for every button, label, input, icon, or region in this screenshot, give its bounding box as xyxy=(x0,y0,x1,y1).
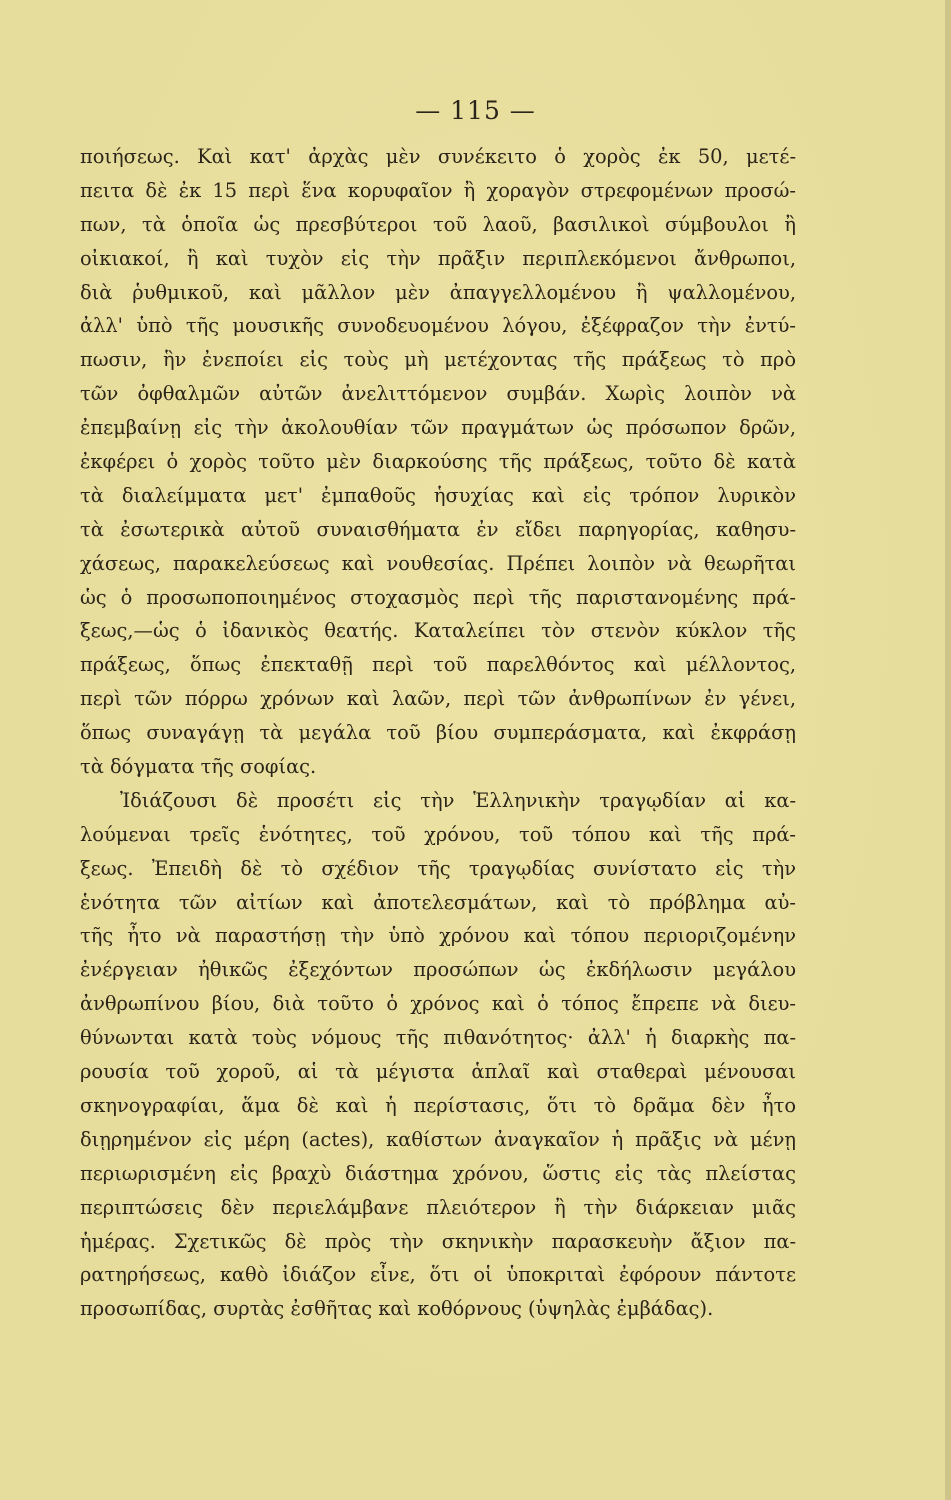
text-line: ἐκφέρει ὁ χορὸς τοῦτο μὲν διαρκούσης τῆς πράξεως, τοῦτο δὲ κατὰ xyxy=(80,450,796,474)
text-line: ὡς ὁ προσωποποιημένος στοχασμὸς περὶ τῆς παριστανομένης πρά- xyxy=(80,585,796,609)
text-line: ὅπως συναγάγῃ τὰ μεγάλα τοῦ βίου συμπεράσματα, καὶ ἐκφράσῃ xyxy=(80,721,796,745)
text-line: χάσεως, παρακελεύσεως καὶ νουθεσίας. Πρέπει λοιπὸν νὰ θεωρῆται xyxy=(80,551,796,575)
page-edge xyxy=(945,0,951,1500)
text-line: τὰ διαλείμματα μετ' ἐμπαθοῦς ἡσυχίας καὶ εἰς τρόπον λυρικὸν xyxy=(80,483,796,507)
text-line: περὶ τῶν πόρρω χρόνων καὶ λαῶν, περὶ τῶν ἀνθρωπίνων ἐν γένει, xyxy=(80,687,796,711)
body-text xyxy=(80,140,796,1326)
text-line: περιπτώσεις δὲν περιελάμβανε πλειότερον ἢ τὴν διάρκειαν μιᾶς xyxy=(80,1195,796,1219)
text-line: ἡμέρας. Σχετικῶς δὲ πρὸς τὴν σκηνικὴν παρασκευὴν ἄξιον πα- xyxy=(80,1229,796,1253)
text-line: ἑνότητα τῶν αἰτίων καὶ ἀποτελεσμάτων, καὶ τὸ πρόβλημα αὐ- xyxy=(80,890,796,914)
text-line: θύνωνται κατὰ τοὺς νόμους τῆς πιθανότητος· ἀλλ' ἡ διαρκὴς πα- xyxy=(80,1026,796,1050)
text-line: ἀλλ' ὑπὸ τῆς μουσικῆς συνοδευομένου λόγου, ἐξέφραζον τὴν ἐντύ- xyxy=(80,314,796,338)
text-line: τὰ δόγματα τῆς σοφίας. xyxy=(80,755,317,779)
text-line: πειτα δὲ ἐκ 15 περὶ ἕνα κορυφαῖον ἢ χοραγὸν στρεφομένων προσώ- xyxy=(80,178,796,202)
text-line: ρουσία τοῦ χοροῦ, αἱ τὰ μέγιστα ἁπλαῖ καὶ σταθεραὶ μένουσαι xyxy=(80,1060,796,1084)
text-line: τὰ ἐσωτερικὰ αὐτοῦ συναισθήματα ἐν εἴδει παρηγορίας, καθησυ- xyxy=(80,517,796,541)
text-line: ρατηρήσεως, καθὸ ἰδιάζον εἶνε, ὅτι οἱ ὑποκριταὶ ἐφόρουν πάντοτε xyxy=(80,1263,796,1287)
text-line: ἐνέργειαν ἠθικῶς ἐξεχόντων προσώπων ὡς ἐκδήλωσιν μεγάλου xyxy=(80,958,796,982)
text-line: πράξεως, ὅπως ἐπεκταθῇ περὶ τοῦ παρελθόντος καὶ μέλλοντος, xyxy=(80,653,796,677)
text-line: διὰ ῥυθμικοῦ, καὶ μᾶλλον μὲν ἀπαγγελλομένου ἢ ψαλλομένου, xyxy=(80,280,796,304)
text-line: λούμεναι τρεῖς ἑνότητες, τοῦ χρόνου, τοῦ τόπου καὶ τῆς πρά- xyxy=(80,822,796,846)
text-line: διῃρημένον εἰς μέρη (actes), καθίστων ἀναγκαῖον ἡ πρᾶξις νὰ μένῃ xyxy=(80,1127,796,1151)
text-line: σκηνογραφίαι, ἅμα δὲ καὶ ἡ περίστασις, ὅτι τὸ δρᾶμα δὲν ἦτο xyxy=(80,1093,796,1117)
text-line: ἐπεμβαίνῃ εἰς τὴν ἀκολουθίαν τῶν πραγμάτων ὡς πρόσωπον δρῶν, xyxy=(80,416,796,440)
text-line: πων, τὰ ὁποῖα ὡς πρεσβύτεροι τοῦ λαοῦ, βασιλικοὶ σύμβουλοι ἢ xyxy=(80,212,796,236)
text-line: ξεως. Ἐπειδὴ δὲ τὸ σχέδιον τῆς τραγῳδίας συνίστατο εἰς τὴν xyxy=(80,856,796,880)
text-line: Ἰδιάζουσι δὲ προσέτι εἰς τὴν Ἑλληνικὴν τραγῳδίαν αἱ κα- xyxy=(120,788,796,812)
text-line: τῶν ὀφθαλμῶν αὐτῶν ἀνελιττόμενον συμβάν. Χωρὶς λοιπὸν νὰ xyxy=(80,382,796,406)
text-line: τῆς ἦτο νὰ παραστήσῃ τὴν ὑπὸ χρόνου καὶ τόπου περιοριζομένην xyxy=(80,924,796,948)
text-line: πωσιν, ἣν ἐνεποίει εἰς τοὺς μὴ μετέχοντας τῆς πράξεως τὸ πρὸ xyxy=(80,348,796,372)
page-number: — 115 — xyxy=(415,96,536,125)
text-line: ποιήσεως. Καὶ κατ' ἀρχὰς μὲν συνέκειτο ὁ χορὸς ἐκ 50, μετέ- xyxy=(80,145,796,168)
text-line: οἰκιακοί, ἢ καὶ τυχὸν εἰς τὴν πρᾶξιν περιπλεκόμενοι ἄνθρωποι, xyxy=(80,246,796,270)
text-line: ἀνθρωπίνου βίου, διὰ τοῦτο ὁ χρόνος καὶ ὁ τόπος ἔπρεπε νὰ διευ- xyxy=(80,992,796,1016)
text-line: ξεως,—ὡς ὁ ἰδανικὸς θεατής. Καταλείπει τὸν στενὸν κύκλον τῆς xyxy=(80,619,796,643)
text-line: προσωπίδας, συρτὰς ἐσθῆτας καὶ κοθόρνους (ὑψηλὰς ἐμβάδας). xyxy=(80,1297,714,1321)
text-line: περιωρισμένη εἰς βραχὺ διάστημα χρόνου, ὥστις εἰς τὰς πλείστας xyxy=(80,1161,796,1185)
